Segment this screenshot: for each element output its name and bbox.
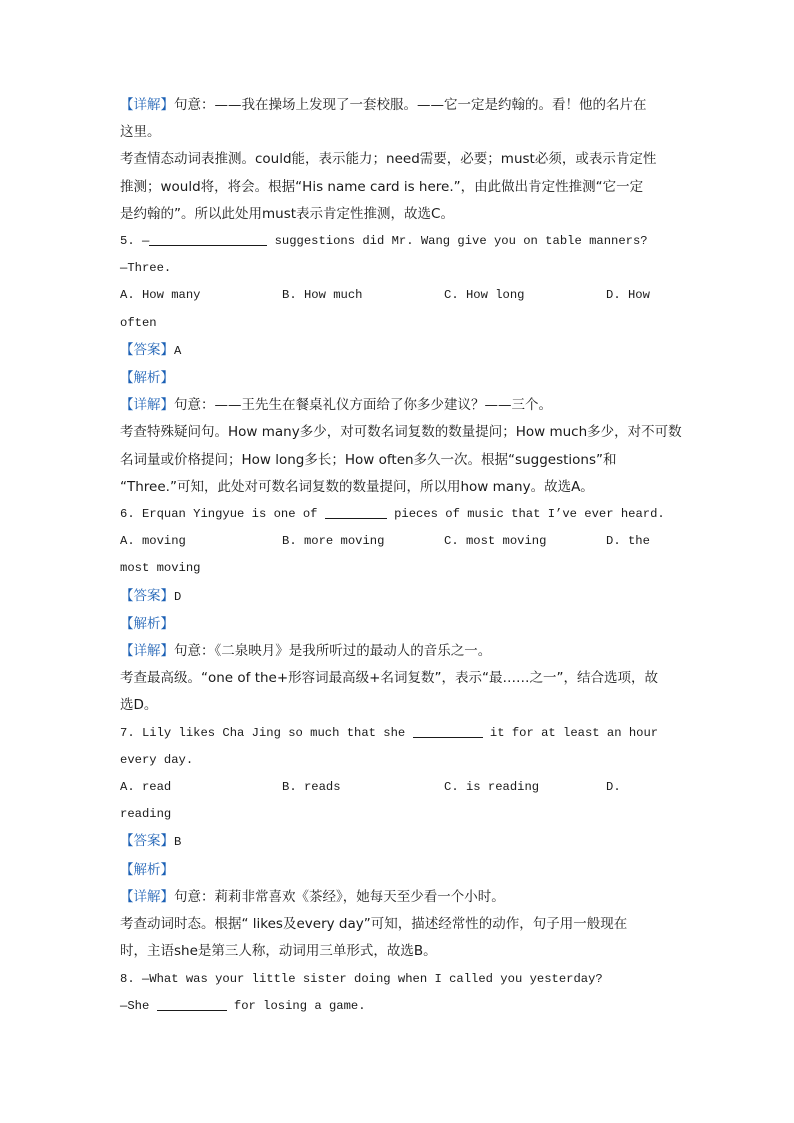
q4-detail-line-2: 这里。 [120,124,161,141]
option-b: B. reads [282,780,341,795]
q6-detail-line-3: 选D。 [120,697,158,714]
answer-blank [413,723,483,738]
q7-options [120,774,676,801]
option-c: C. is reading [444,780,540,795]
answer-tag: 【答案】 [120,587,174,604]
q6-options [120,528,676,555]
option-b: B. more moving [282,534,385,549]
q5-options-wrap: often [120,315,157,330]
answer-blank [149,231,267,246]
q5-detail-line-4: “Three.”可知，此处对可数名词复数的数量提问，所以用how many。故选A。 [120,478,594,495]
option-c: C. most moving [444,534,547,549]
q7-detail-line-1: 【详解】句意：莉莉非常喜欢《茶经》，她每天至少看一个小时。 [120,888,505,905]
option-d: D. [606,780,621,795]
option-d: D. How [606,288,650,303]
q5-detail-line-1: 【详解】句意：——王先生在餐桌礼仪方面给了你多少建议？——三个。 [120,397,552,414]
answer-value: A [174,343,182,358]
q7-stem-wrap: every day. [120,752,194,767]
answer-blank [325,504,387,519]
q7-analysis-tag: 【解析】 [120,861,174,878]
q6-detail-line-1: 【详解】句意：《二泉映月》是我所听过的最动人的音乐之一。 [120,643,492,660]
q5-detail-line-2: 考查特殊疑问句。How many多少，对可数名词复数的数量提问；How much多少，对不可数 [120,424,682,441]
document-page [120,92,682,1020]
option-c: C. How long [444,288,525,303]
q6-answer [120,583,676,611]
option-d: D. the [606,534,650,549]
answer-tag: 【答案】 [120,833,174,850]
q5-answer [120,337,676,365]
xiangjie-tag: 【详解】 [120,888,174,905]
answer-value: B [174,835,182,850]
q5-stem: 5. — suggestions did Mr. Wang give you on table manners? [120,228,676,255]
xiangjie-tag: 【详解】 [120,643,174,660]
answer-tag: 【答案】 [120,341,174,358]
option-a: A. How many [120,288,201,303]
q5-detail-line-3: 名词量或价格提问；How long多长；How often多久一次。根据“suggestions”和 [120,451,617,468]
q4-detail-line-5: 是约翰的”。所以此处用must表示肯定性推测，故选C。 [120,205,454,222]
q5-analysis-tag: 【解析】 [120,370,174,387]
q6-analysis-tag: 【解析】 [120,615,174,632]
q6-options-wrap: most moving [120,561,201,576]
q4-detail-line-4: 推测；would将，将会。根据“His name card is here.”，由此做出肯定性推测“它一定 [120,178,644,195]
q7-detail-line-2: 考查动词时态。根据“ likes及every day”可知，描述经常性的动作，句子用一般现在 [120,916,628,933]
option-a: A. moving [120,534,186,549]
option-a: A. read [120,780,172,795]
q6-detail-line-2: 考查最高级。“one of the+形容词最高级+名词复数”，表示“最……之一”，结合选项，故 [120,670,658,687]
q7-stem: 7. Lily likes Cha Jing so much that she it for at least an hour [120,720,676,747]
q4-detail-line-1: 【详解】句意：——我在操场上发现了一套校服。——它一定是约翰的。看！他的名片在 [120,97,647,113]
option-b: B. How much [282,288,363,303]
q7-answer [120,828,676,856]
q7-options-wrap: reading [120,807,172,822]
xiangjie-tag: 【详解】 [120,97,174,113]
q4-detail-line-3: 考查情态动词表推测。could能，表示能力；need需要，必要；must必须，或表示肯定性 [120,151,657,168]
xiangjie-tag: 【详解】 [120,397,174,414]
answer-blank [157,996,227,1011]
q6-stem: 6. Erquan Yingyue is one of pieces of music that I’ve ever heard. [120,501,676,528]
answer-value: D [174,589,182,604]
q5-reply: —Three. [120,261,172,276]
q5-options [120,282,676,309]
q8-stem: 8. —What was your little sister doing when I called you yesterday? [120,971,603,986]
q8-stem-2: —She for losing a game. [120,993,676,1020]
q7-detail-line-3: 时，主语she是第三人称，动词用三单形式，故选B。 [120,943,437,960]
